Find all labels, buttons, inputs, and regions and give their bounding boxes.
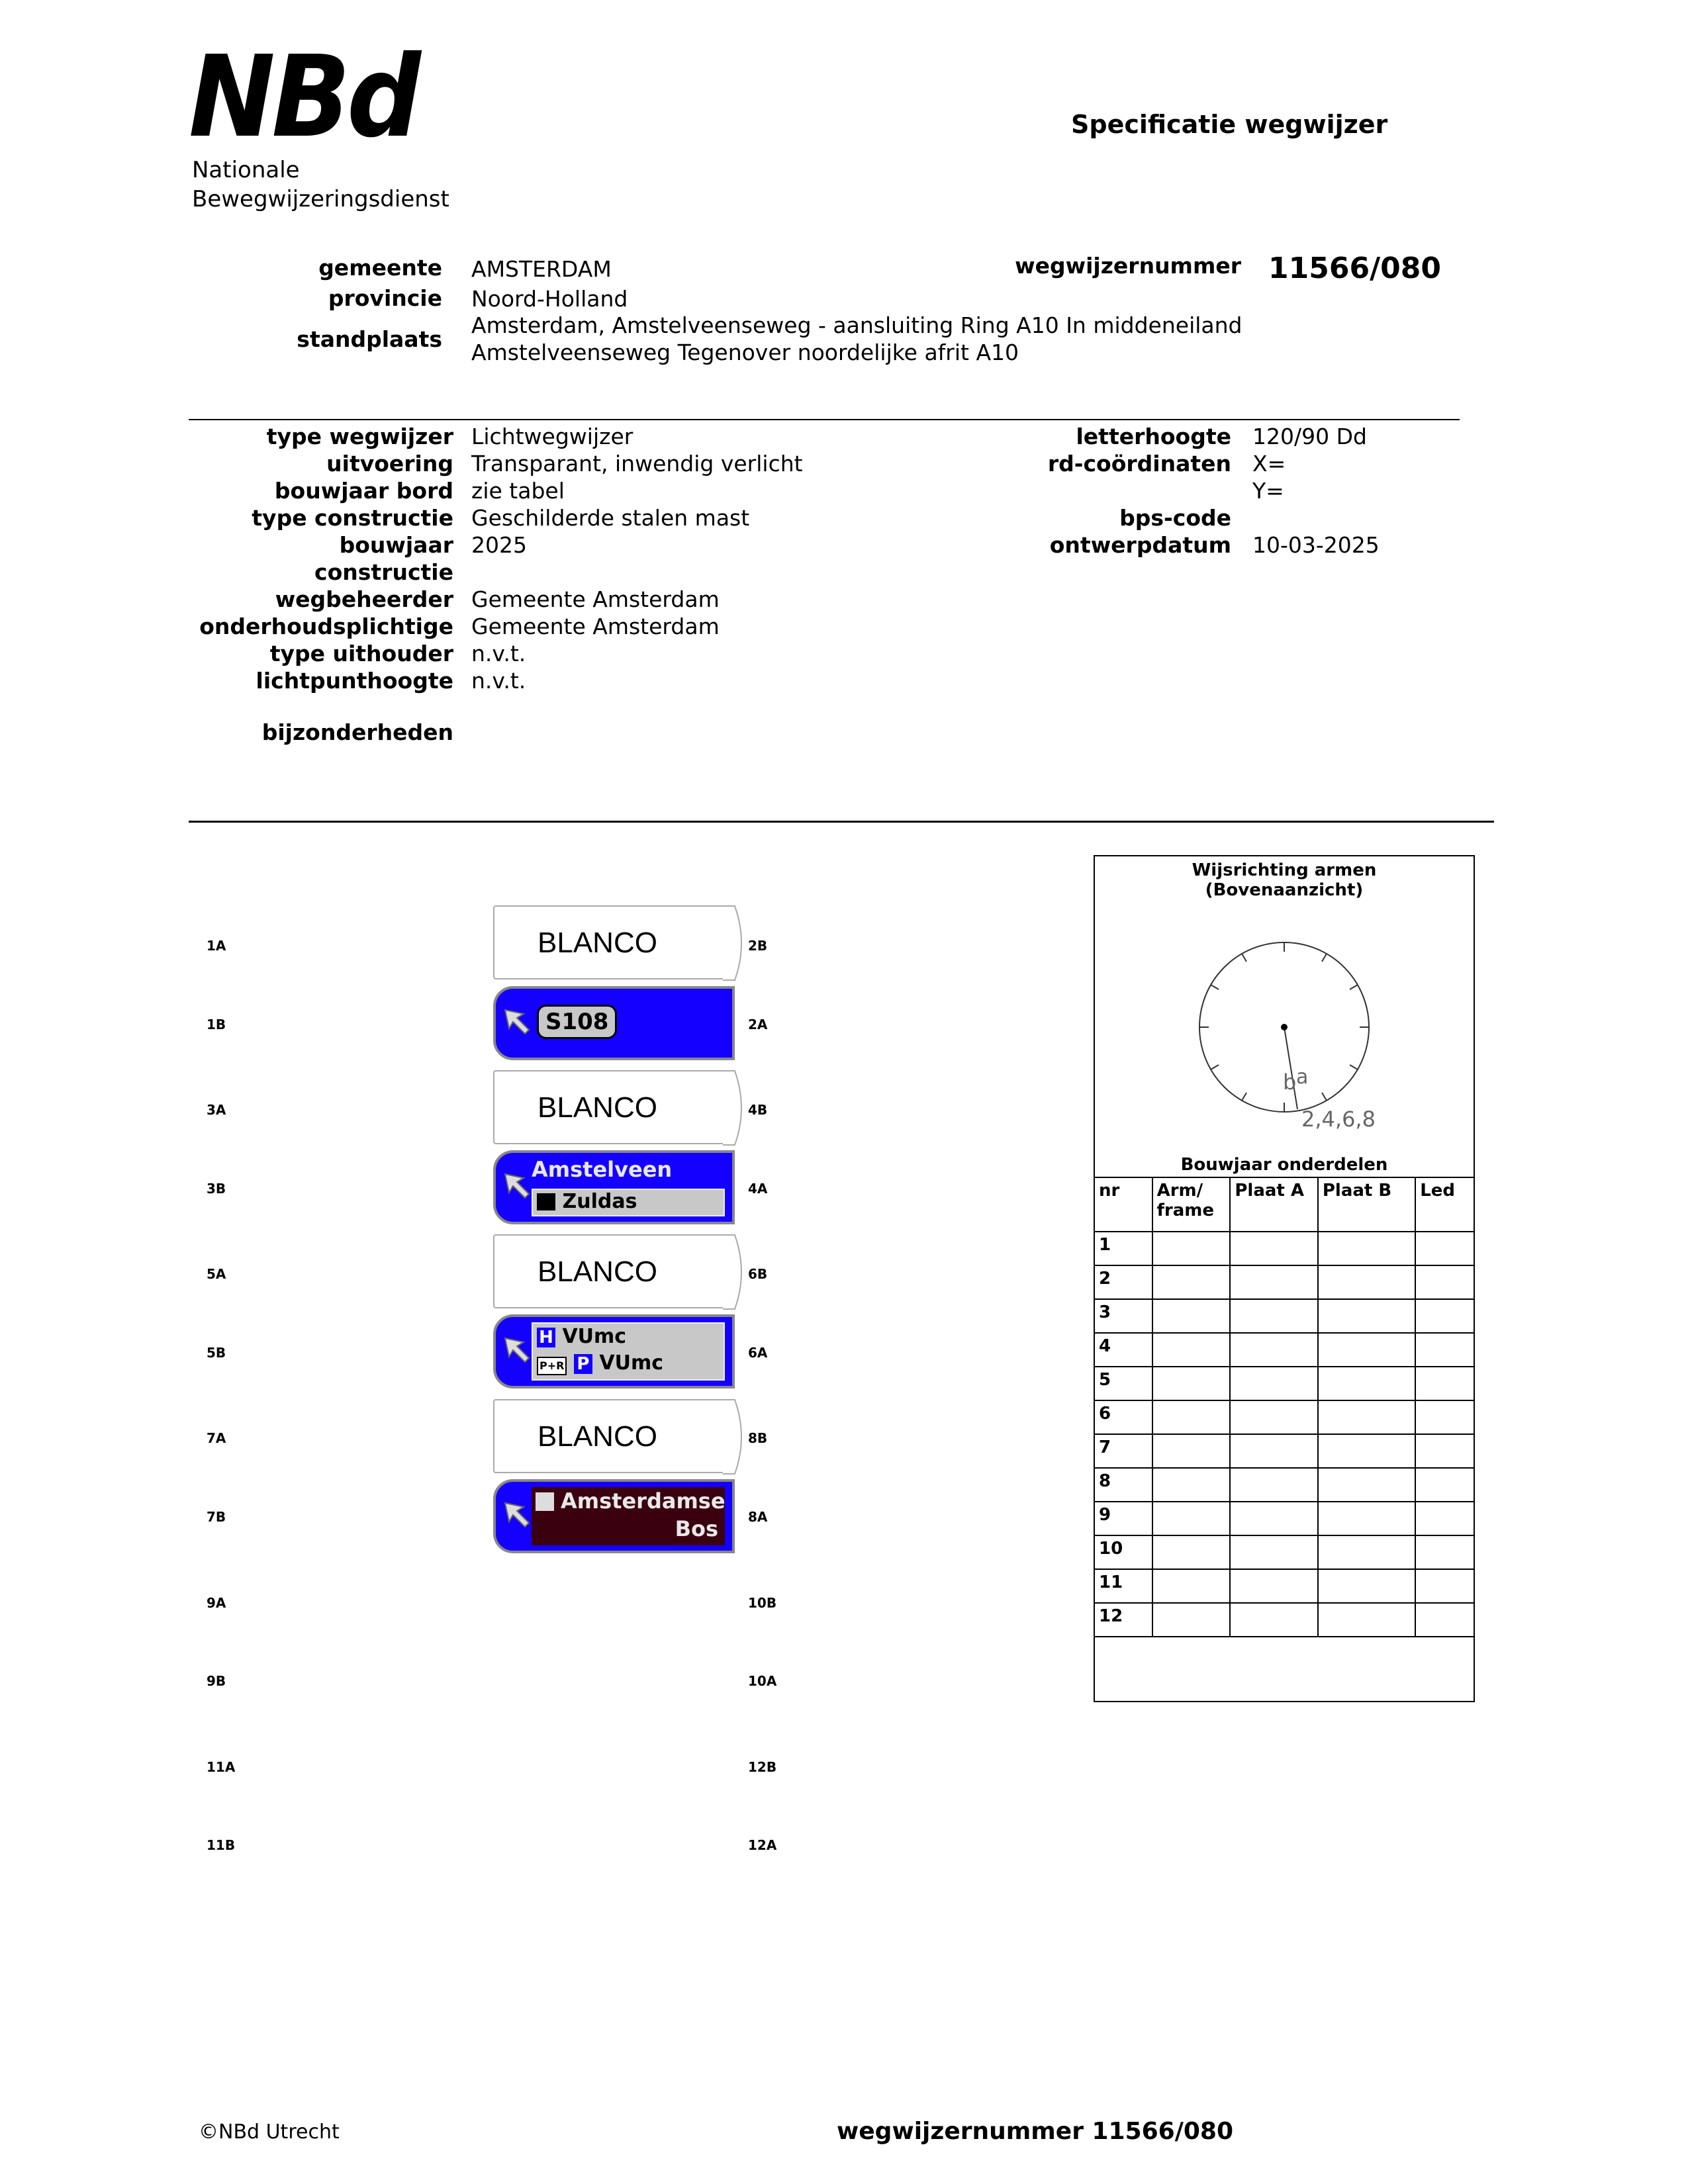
cell-plaat-b (1318, 1333, 1415, 1367)
row-label: 1B (207, 1017, 226, 1032)
specs-right (966, 424, 1231, 559)
row-label: 1A (207, 938, 226, 954)
arm-numbers: 2,4,6,8 (1301, 1107, 1376, 1132)
row-number: 2 (1094, 1265, 1152, 1299)
arrow-upleft-icon (504, 1009, 532, 1036)
spec-label: constructie (314, 559, 453, 585)
sign-edge (723, 1234, 749, 1310)
cell-arm (1152, 1569, 1231, 1603)
recreation-icon (536, 1492, 554, 1511)
row-label: 11A (207, 1759, 236, 1775)
cell-plaat-a (1230, 1400, 1318, 1434)
spec-label: bps-code (1119, 505, 1231, 531)
spec-label: rd-coördinaten (1047, 451, 1231, 477)
cell-plaat-b (1318, 1400, 1415, 1434)
cell-arm (1152, 1535, 1231, 1569)
spec-label: type wegwijzer (266, 424, 453, 449)
plate-line (537, 1324, 724, 1350)
arm-letter-b: b (1283, 1069, 1297, 1095)
row-label: 4A (748, 1181, 768, 1197)
cell-led (1415, 1299, 1474, 1333)
row-label: 6A (748, 1345, 768, 1361)
cell-plaat-b (1318, 1569, 1415, 1603)
cell-plaat-a (1230, 1232, 1318, 1265)
divider-top (189, 419, 1460, 420)
cell-plaat-a (1230, 1502, 1318, 1535)
column-header: Plaat B (1318, 1177, 1415, 1232)
column-header: Led (1415, 1177, 1474, 1232)
plate-line (537, 1350, 724, 1377)
sign-s108 (493, 986, 735, 1060)
row-label: 4B (748, 1102, 768, 1118)
sign-blanco (493, 1234, 735, 1308)
arrow-upleft-icon (504, 1502, 532, 1529)
wijsrichting-title-line2: (Bovenaanzicht) (1205, 880, 1364, 900)
cell-plaat-b (1318, 1265, 1415, 1299)
cell-led (1415, 1333, 1474, 1367)
table-header-row (1094, 1177, 1474, 1232)
arm-letter-a: a (1296, 1066, 1309, 1089)
wegwijzernummer-label: wegwijzernummer (1015, 253, 1241, 279)
sign-vumc (493, 1314, 735, 1388)
cell-led (1415, 1232, 1474, 1265)
cell-led (1415, 1535, 1474, 1569)
specs-left-values (471, 424, 803, 695)
spec-value: Gemeente Amsterdam (471, 586, 720, 612)
standplaats-line2: Amstelveenseweg Tegenover noordelijke afrit A10 (471, 340, 1019, 365)
row-number: 1 (1094, 1232, 1152, 1265)
gemeente-value: AMSTERDAM (471, 256, 612, 282)
destination-plate (532, 1189, 725, 1216)
cell-led (1415, 1434, 1474, 1468)
nbd-logo: NBd (189, 32, 418, 163)
row-label: 2A (748, 1017, 768, 1032)
route-shield: S108 (537, 1005, 617, 1039)
row-number: 8 (1094, 1468, 1152, 1502)
cell-led (1415, 1468, 1474, 1502)
footer-copyright: ©NBd Utrecht (199, 2120, 340, 2144)
sign-edge (723, 1399, 749, 1475)
cell-arm (1152, 1232, 1231, 1265)
cell-arm (1152, 1265, 1231, 1299)
table-row (1094, 1603, 1474, 1637)
row-number: 10 (1094, 1535, 1152, 1569)
destination-text: Zuldas (562, 1190, 637, 1213)
table-row (1094, 1569, 1474, 1603)
spec-label: type constructie (252, 505, 453, 531)
row-number: 5 (1094, 1367, 1152, 1400)
spec-label: wegbeheerder (275, 586, 453, 612)
destination-text: VUmc (599, 1351, 663, 1375)
cell-led (1415, 1502, 1474, 1535)
cell-plaat-a (1230, 1333, 1318, 1367)
row-label: 2B (748, 938, 768, 954)
spec-label: type uithouder (269, 641, 453, 666)
cell-led (1415, 1367, 1474, 1400)
cell-arm (1152, 1502, 1231, 1535)
destination-text: Amstelveen (532, 1157, 673, 1182)
cell-plaat-a (1230, 1299, 1318, 1333)
footer-wegwijzernummer: wegwijzernummer 11566/080 (837, 2118, 1234, 2145)
table-row (1094, 1400, 1474, 1434)
document-title: Specificatie wegwijzer (1071, 110, 1388, 139)
cell-arm (1152, 1367, 1231, 1400)
row-label: 3A (207, 1102, 226, 1118)
spec-label: bouwjaar bord (274, 478, 453, 504)
specs-right-values (1252, 424, 1380, 559)
spec-value (471, 559, 803, 586)
destination-text: VUmc (562, 1325, 627, 1348)
row-number: 6 (1094, 1400, 1152, 1434)
cell-plaat-b (1318, 1367, 1415, 1400)
table-row (1094, 1333, 1474, 1367)
spec-label: ontwerpdatum (1049, 532, 1231, 558)
row-label: 7A (207, 1430, 226, 1446)
spec-value: 120/90 Dd (1252, 424, 1367, 449)
divider-bottom (189, 821, 1494, 823)
cell-led (1415, 1569, 1474, 1603)
spec-label: letterhoogte (1076, 424, 1231, 449)
table-row (1094, 1535, 1474, 1569)
table-row (1094, 1367, 1474, 1400)
sign-blanco (493, 1399, 735, 1473)
cell-plaat-a (1230, 1535, 1318, 1569)
bijzonderheden-label: bijzonderheden (261, 719, 453, 745)
standplaats-label: standplaats (297, 326, 442, 352)
column-header: Plaat A (1230, 1177, 1318, 1232)
row-label: 5B (207, 1345, 226, 1361)
bouwjaar-table (1094, 1177, 1475, 1637)
spec-value: 2025 (471, 532, 527, 558)
spec-value: Transparant, inwendig verlicht (471, 451, 803, 477)
cell-plaat-b (1318, 1535, 1415, 1569)
cell-arm (1152, 1468, 1231, 1502)
spec-value: n.v.t. (471, 641, 526, 666)
cell-led (1415, 1603, 1474, 1637)
row-number: 7 (1094, 1434, 1152, 1468)
row-label: 5A (207, 1266, 226, 1282)
specs-left (189, 424, 453, 695)
cell-plaat-a (1230, 1569, 1318, 1603)
sign-edge (723, 1070, 749, 1146)
sign-text: BLANCO (538, 927, 657, 959)
wijsrichting-title (1094, 860, 1475, 900)
sign-blanco (493, 1070, 735, 1144)
sign-amsterdamse-bos (493, 1479, 735, 1553)
destination-text: Amsterdamse (561, 1488, 726, 1514)
spec-value: 10-03-2025 (1252, 532, 1380, 558)
spec-label: lichtpunthoogte (256, 668, 453, 694)
row-label: 12A (748, 1837, 777, 1853)
hospital-icon: H (537, 1328, 555, 1347)
cell-led (1415, 1400, 1474, 1434)
table-row (1094, 1502, 1474, 1535)
bouwjaar-title: Bouwjaar onderdelen (1180, 1155, 1388, 1175)
cell-plaat-a (1230, 1434, 1318, 1468)
parking-icon: P (574, 1354, 592, 1374)
spec-value: Lichtwegwijzer (471, 424, 633, 449)
table-row (1094, 1232, 1474, 1265)
standplaats-line1: Amsterdam, Amstelveenseweg - aansluiting Ring A10 In middeneiland (471, 312, 1243, 338)
row-number: 9 (1094, 1502, 1152, 1535)
cell-plaat-a (1230, 1265, 1318, 1299)
org-name-line1: Nationale (192, 157, 300, 183)
cell-plaat-b (1318, 1603, 1415, 1637)
spec-value: Geschilderde stalen mast (471, 505, 750, 531)
spec-label: bouwjaar (339, 532, 453, 558)
cell-plaat-a (1230, 1603, 1318, 1637)
spec-value: n.v.t. (471, 668, 526, 694)
cell-plaat-b (1318, 1299, 1415, 1333)
spec-value: Y= (1252, 478, 1284, 504)
row-label: 10A (748, 1673, 777, 1689)
table-row (1094, 1265, 1474, 1299)
row-label: 8A (748, 1509, 768, 1525)
destination-plate (532, 1322, 725, 1381)
row-number: 11 (1094, 1569, 1152, 1603)
row-label: 9A (207, 1595, 226, 1611)
cell-arm (1152, 1400, 1231, 1434)
org-name-line2: Bewegwijzeringsdienst (192, 186, 449, 212)
cell-led (1415, 1265, 1474, 1299)
cell-arm (1152, 1434, 1231, 1468)
row-number: 3 (1094, 1299, 1152, 1333)
sign-blanco (493, 905, 735, 979)
arrow-upleft-icon (504, 1173, 532, 1201)
row-label: 3B (207, 1181, 226, 1197)
provincie-label: provincie (328, 285, 442, 311)
spec-value: zie tabel (471, 478, 565, 504)
sign-text: BLANCO (538, 1091, 657, 1124)
row-label: 12B (748, 1759, 777, 1775)
sign-amstelveen (493, 1150, 735, 1224)
table-row (1094, 1468, 1474, 1502)
destination-text: Bos (675, 1516, 718, 1541)
business-area-icon (537, 1193, 555, 1210)
spec-value: Gemeente Amsterdam (471, 614, 720, 639)
row-label: 6B (748, 1266, 768, 1282)
wijsrichting-title-line1: Wijsrichting armen (1192, 860, 1377, 880)
table-row (1094, 1299, 1474, 1333)
row-number: 4 (1094, 1333, 1152, 1367)
column-header: Arm/ frame (1152, 1177, 1231, 1232)
row-label: 10B (748, 1595, 777, 1611)
cell-plaat-b (1318, 1502, 1415, 1535)
gemeente-label: gemeente (318, 255, 442, 281)
row-number: 12 (1094, 1603, 1152, 1637)
arrow-upleft-icon (504, 1337, 532, 1365)
cell-arm (1152, 1333, 1231, 1367)
row-label: 8B (748, 1430, 768, 1446)
cell-arm (1152, 1603, 1231, 1637)
column-header: nr (1094, 1177, 1152, 1232)
cell-plaat-b (1318, 1232, 1415, 1265)
cell-plaat-a (1230, 1468, 1318, 1502)
sign-text: BLANCO (538, 1420, 657, 1453)
spec-label: onderhoudsplichtige (199, 614, 453, 639)
park-and-ride-icon: P+R (537, 1357, 567, 1375)
spec-label: uitvoering (326, 451, 453, 477)
wegwijzernummer-value: 11566/080 (1268, 251, 1441, 285)
cell-plaat-b (1318, 1434, 1415, 1468)
spec-value (1252, 505, 1380, 532)
cell-arm (1152, 1299, 1231, 1333)
cell-plaat-b (1318, 1468, 1415, 1502)
table-row (1094, 1434, 1474, 1468)
row-label: 9B (207, 1673, 226, 1689)
spec-value: X= (1252, 451, 1286, 477)
destination-plate (532, 1487, 725, 1545)
spec-label (966, 478, 1231, 505)
row-label: 7B (207, 1509, 226, 1525)
sign-text: BLANCO (538, 1255, 657, 1288)
provincie-value: Noord-Holland (471, 286, 628, 312)
row-label: 11B (207, 1837, 236, 1853)
cell-plaat-a (1230, 1367, 1318, 1400)
sign-edge (723, 905, 749, 981)
